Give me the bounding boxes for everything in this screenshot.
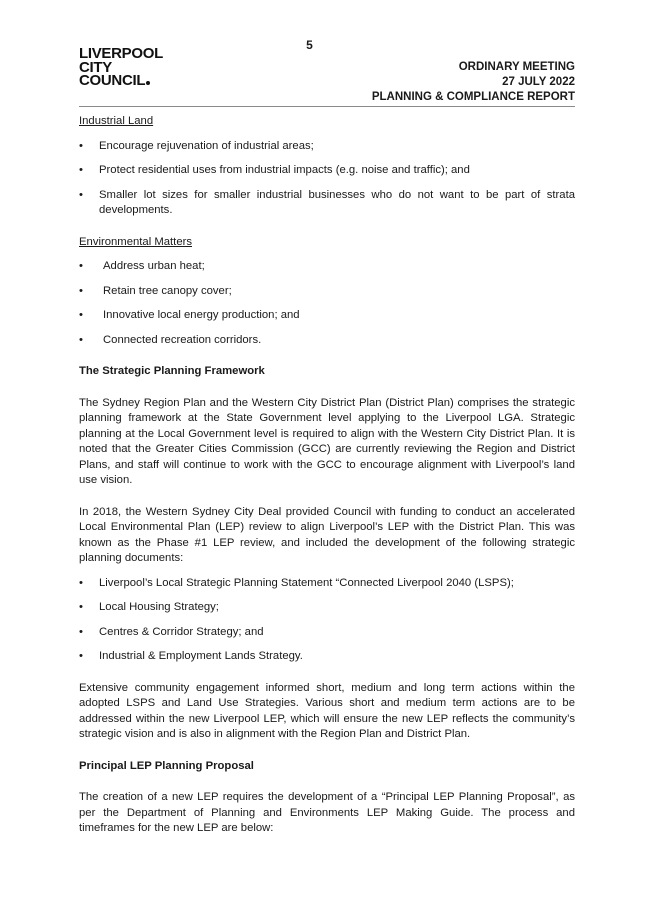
header-divider xyxy=(79,106,575,107)
environmental-matters-heading: Environmental Matters xyxy=(79,235,193,248)
industrial-land-heading: Industrial Land xyxy=(79,115,154,127)
list-item: • Connected recreation corridors. xyxy=(79,333,575,349)
report-title: PLANNING & COMPLIANCE REPORT xyxy=(371,91,575,103)
principal-lep-paragraph: The creation of a new LEP requires the development of a “Principal LEP Planning Proposal”, as per the Department of Planning and Environments LEP Making Guide. The process and timeframes for the new LEP are below: xyxy=(79,791,575,834)
page-number: 5 xyxy=(306,38,313,52)
strategic-framework-heading: The Strategic Planning Framework xyxy=(79,365,265,377)
list-item: • Smaller lot sizes for smaller industrial businesses who do not want to be part of strata developments. xyxy=(79,188,575,219)
list-item: • Encourage rejuvenation of industrial areas; xyxy=(79,139,575,155)
principal-lep-heading: Principal LEP Planning Proposal xyxy=(79,759,254,772)
industrial-land-list xyxy=(79,139,575,219)
list-item: • Innovative local energy production; and xyxy=(79,308,575,324)
logo-line: LIVERPOOL xyxy=(79,45,163,62)
council-logo xyxy=(79,47,163,88)
list-item: • Local Housing Strategy; xyxy=(79,600,575,616)
list-item: • Retain tree canopy cover; xyxy=(79,284,575,300)
list-item: • Centres & Corridor Strategy; and xyxy=(79,625,575,641)
logo-dot-icon xyxy=(146,81,150,85)
meeting-date: 27 JULY 2022 xyxy=(502,75,575,88)
meeting-info xyxy=(459,60,575,89)
logo-line: COUNCIL xyxy=(79,74,163,88)
list-item: • Protect residential uses from industrial impacts (e.g. noise and traffic); and xyxy=(79,163,575,179)
environmental-matters-list xyxy=(79,259,575,348)
list-item: • Industrial & Employment Lands Strategy. xyxy=(79,649,575,665)
strategic-paragraph-2: In 2018, the Western Sydney City Deal provided Council with funding to conduct an accelerated Local Environmental Plan (LEP) review to align Liverpool’s LEP with the District Plan. This was known as the Phase #1 LEP review, and included the development of the following strategic planning documents: xyxy=(79,505,575,564)
list-item: • Address urban heat; xyxy=(79,259,575,275)
strategic-paragraph-1: The Sydney Region Plan and the Western City District Plan (District Plan) comprises the strategic planning framework at the State Government level applying to the Liverpool LGA. Strategic planning at the Local Government level is required to align with the Western City District Plan. It is noted that the Greater Cities Commission (GCC) are currently reviewing the Region and District Plans, and staff will continue to work with the GCC to encourage alignment with Liverpool’s land use vision. xyxy=(79,396,575,486)
logo-line: CITY xyxy=(79,58,112,76)
strategic-documents-list xyxy=(79,576,575,665)
strategic-paragraph-3: Extensive community engagement informed short, medium and long term actions within the adopted LSPS and Land Use Strategies. Various short and medium term actions are to be addressed within the new Liverpool LEP, which will ensure the new LEP reflects the community’s strategic vision and is also in alignment with the Region Plan and District Plan. xyxy=(79,681,575,740)
meeting-name: ORDINARY MEETING xyxy=(458,61,575,73)
list-item: • Liverpool’s Local Strategic Planning Statement “Connected Liverpool 2040 (LSPS); xyxy=(79,576,575,592)
document-body xyxy=(79,114,575,837)
